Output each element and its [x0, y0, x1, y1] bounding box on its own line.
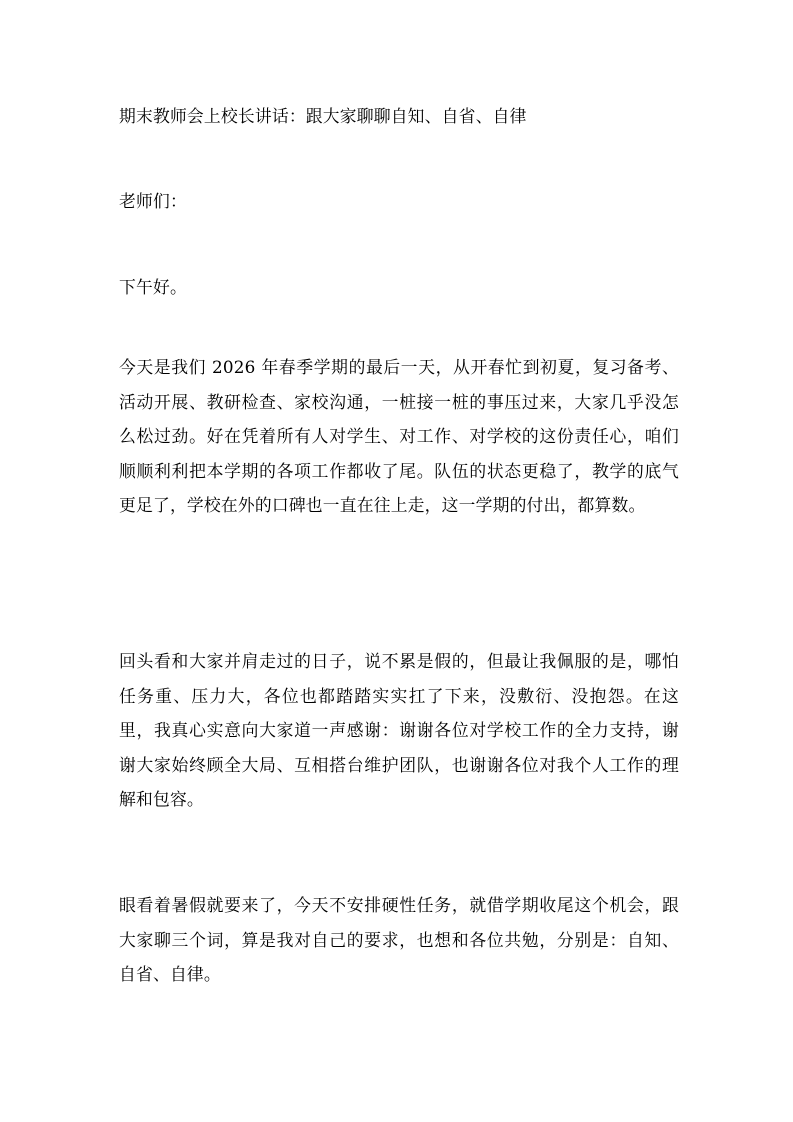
hello-line: 下午好。 — [119, 277, 187, 297]
body-paragraph: 今天是我们 2026 年春季学期的最后一天，从开春忙到初夏，复习备考、活动开展、教研检查、家校沟通，一桩接一桩的事压过来，大家几乎没怎么松过劲。好在凭着所有人对学生、对工作、对学校的这份责任心，咱们顺顺利利把本学期的各项工作都收了尾。队伍的状态更稳了，教学的底气更足了，学校在外的口碑也一直在往上走，这一学期的付出，都算数。 — [119, 357, 679, 516]
greeting-line: 老师们： — [119, 191, 187, 211]
speech-title: 期末教师会上校长讲话：跟大家聊聊自知、自省、自律 — [119, 106, 527, 126]
body-paragraph: 眼看着暑假就要来了，今天不安排硬性任务，就借学期收尾这个机会，跟大家聊三个词，算是我对自己的要求，也想和各位共勉，分别是：自知、自省、自律。 — [119, 895, 679, 985]
body-paragraph: 回头看和大家并肩走过的日子，说不累是假的，但最让我佩服的是，哪怕任务重、压力大，各位也都踏踏实实扛了下来，没敷衍、没抱怨。在这里，我真心实意向大家道一声感谢：谢谢各位对学校工作的全力支持，谢谢大家始终顾全大局、互相搭台维护团队，也谢谢各位对我个人工作的理解和包容。 — [119, 651, 679, 810]
